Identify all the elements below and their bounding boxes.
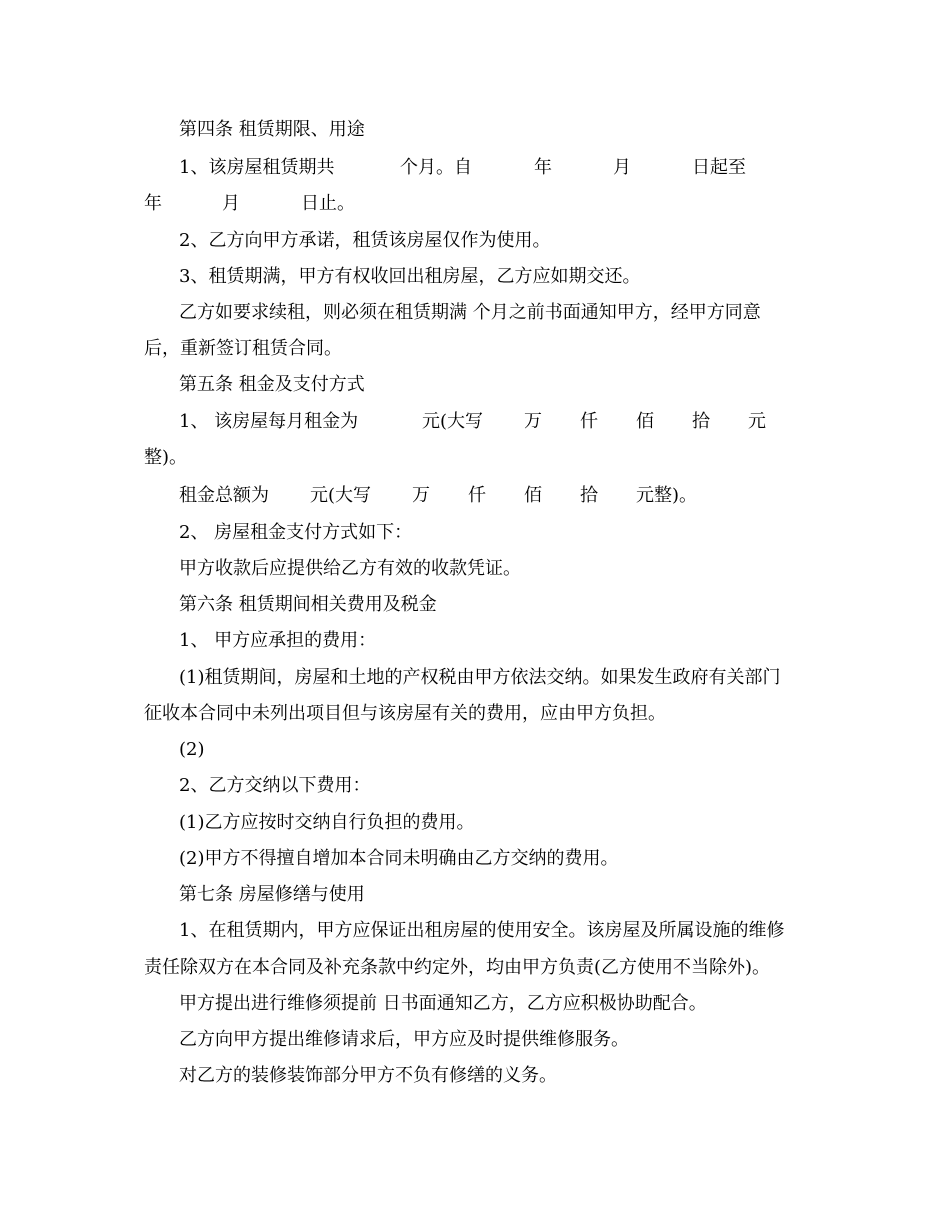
article-7-heading: 第七条 房屋修缮与使用 — [179, 884, 365, 905]
text-segment: 租金总额为 — [179, 485, 269, 506]
article-7-clause-1-line-2: 责任除双方在本合同及补充条款中约定外，均由甲方负责(乙方使用不当除外)。 — [144, 957, 771, 978]
article-7-repair-notice: 甲方提出进行维修须提前 日书面通知乙方，乙方应积极协助配合。 — [179, 993, 707, 1014]
text-segment: 1、 该房屋每月租金为 — [179, 411, 359, 432]
text-segment: 年 — [534, 157, 552, 178]
text-segment: 元(大写 — [310, 485, 372, 506]
article-4-clause-1-line-1 — [179, 156, 799, 180]
article-4-renewal-line-2: 后，重新签订租赁合同。 — [144, 338, 342, 359]
article-4-clause-3: 3、租赁期满，甲方有权收回出租房屋，乙方应如期交还。 — [179, 266, 641, 287]
text-segment: 月 — [613, 157, 631, 178]
article-5-clause-1-line-1 — [179, 410, 799, 434]
text-segment: 万 — [524, 411, 542, 432]
text-segment: 拾 — [692, 411, 710, 432]
article-4-renewal-line-1: 乙方如要求续租，则必须在租赁期满 个月之前书面通知甲方，经甲方同意 — [179, 302, 761, 323]
text-segment: 万 — [412, 485, 430, 506]
article-5-heading: 第五条 租金及支付方式 — [179, 374, 365, 395]
article-7-clause-1-line-1: 1、在租赁期内，甲方应保证出租房屋的使用安全。该房屋及所属设施的维修 — [179, 920, 785, 941]
article-7-repair-request: 乙方向甲方提出维修请求后，甲方应及时提供维修服务。 — [179, 1029, 629, 1050]
article-5-clause-2: 2、 房屋租金支付方式如下： — [179, 522, 413, 543]
text-segment: 佰 — [524, 485, 542, 506]
text-segment: 个月。自 — [400, 157, 472, 178]
article-6-item-1-line-2: 征收本合同中未列出项目但与该房屋有关的费用，应由甲方负担。 — [144, 703, 666, 724]
text-segment: 拾 — [580, 485, 598, 506]
article-6-clause-1: 1、 甲方应承担的费用： — [179, 630, 377, 651]
article-5-receipt: 甲方收款后应提供给乙方有效的收款凭证。 — [179, 558, 521, 579]
article-6-heading: 第六条 租赁期间相关费用及税金 — [179, 594, 437, 615]
text-segment: 元整)。 — [636, 485, 698, 506]
article-6-item-1-line-1: (1)租赁期间，房屋和土地的产权税由甲方依法交纳。如果发生政府有关部门 — [179, 667, 781, 688]
article-5-total-rent — [179, 484, 799, 508]
article-5-clause-1-line-2: 整)。 — [144, 447, 188, 468]
article-6-item-2: (2) — [179, 739, 205, 760]
text-segment: 元 — [748, 411, 766, 432]
text-segment: 仟 — [580, 411, 598, 432]
article-4-clause-1-line-2 — [144, 192, 544, 216]
article-4-heading: 第四条 租赁期限、用途 — [179, 119, 365, 140]
text-segment: 日止。 — [301, 193, 355, 214]
article-6-clause-2-item-2: (2)甲方不得擅自增加本合同未明确由乙方交纳的费用。 — [179, 848, 619, 869]
text-segment: 元(大写 — [422, 411, 484, 432]
text-segment: 年 — [144, 193, 162, 214]
article-4-clause-2: 2、乙方向甲方承诺，租赁该房屋仅作为使用。 — [179, 230, 551, 251]
article-6-clause-2-item-1: (1)乙方应按时交纳自行负担的费用。 — [179, 812, 475, 833]
article-7-decoration: 对乙方的装修装饰部分甲方不负有修缮的义务。 — [179, 1065, 557, 1086]
text-segment: 佰 — [636, 411, 654, 432]
text-segment: 仟 — [468, 485, 486, 506]
text-segment: 日起至 — [692, 157, 746, 178]
article-6-clause-2: 2、乙方交纳以下费用： — [179, 775, 371, 796]
text-segment: 月 — [222, 193, 240, 214]
text-segment: 1、该房屋租赁期共 — [179, 157, 335, 178]
